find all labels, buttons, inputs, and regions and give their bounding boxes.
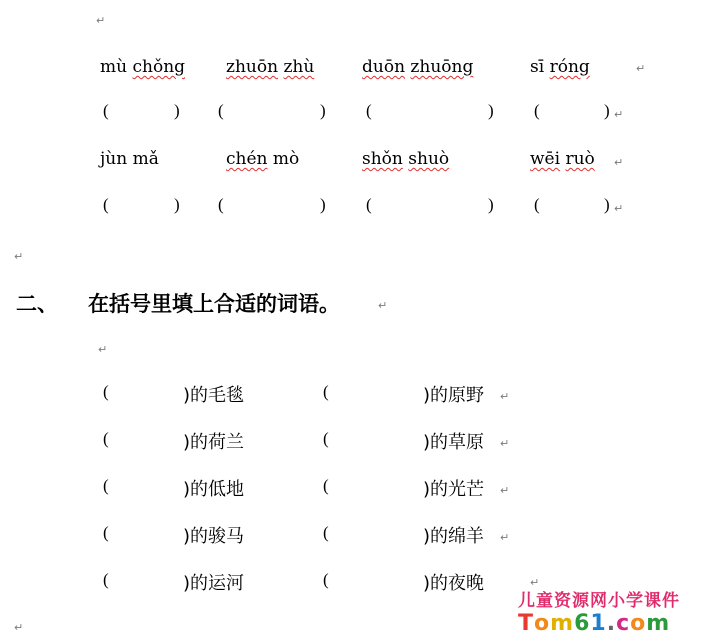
watermark-text: 儿童资源网小学课件: [518, 591, 680, 611]
phrase-right: )的原野: [423, 385, 485, 406]
answer-paren-open: (: [323, 570, 329, 589]
pinyin-item: mù chǒng: [100, 57, 186, 77]
answer-paren-open: (: [103, 195, 109, 214]
answer-paren-open: (: [534, 101, 540, 120]
phrase-right: )的光芒: [423, 479, 485, 500]
paragraph-mark: ↵: [14, 621, 24, 634]
answer-paren-open: (: [323, 429, 329, 448]
paragraph-mark: ↵: [98, 343, 108, 356]
phrase-left: )的毛毯: [183, 385, 245, 406]
answer-paren-open: (: [323, 382, 329, 401]
answer-paren-close: ): [320, 101, 326, 120]
pinyin-item: chén mò: [226, 149, 300, 169]
section-title: 在括号里填上合适的词语。: [88, 292, 340, 316]
pinyin-item: duōn zhuōng: [362, 57, 474, 77]
paragraph-mark: ↵: [500, 390, 510, 403]
phrase-left: )的荷兰: [183, 432, 245, 453]
phrase-right: )的夜晚: [423, 573, 485, 594]
paragraph-mark: ↵: [614, 202, 624, 215]
paragraph-mark: ↵: [14, 250, 24, 263]
watermark-letter: c: [616, 611, 631, 636]
answer-paren-open: (: [218, 195, 224, 214]
answer-paren-open: (: [534, 195, 540, 214]
answer-paren-close: ): [604, 101, 610, 120]
pinyin-item: sī róng: [530, 57, 590, 77]
phrase-left: )的运河: [183, 573, 245, 594]
watermark-letter: m: [646, 611, 671, 636]
answer-paren-open: (: [103, 382, 109, 401]
watermark-letter: o: [534, 611, 551, 636]
phrase-right: )的草原: [423, 432, 485, 453]
answer-paren-close: ): [488, 195, 494, 214]
pinyin-item: jùn mǎ: [100, 149, 159, 169]
paragraph-mark: ↵: [96, 14, 106, 27]
watermark-letter: 1: [590, 611, 607, 636]
answer-paren-open: (: [218, 101, 224, 120]
answer-paren-open: (: [103, 523, 109, 542]
answer-paren-open: (: [103, 476, 109, 495]
pinyin-item: zhuōn zhù: [226, 57, 315, 77]
answer-paren-close: ): [174, 101, 180, 120]
paragraph-mark: ↵: [530, 576, 540, 589]
answer-paren-open: (: [323, 523, 329, 542]
watermark-letter: T: [518, 611, 535, 636]
paragraph-mark: ↵: [500, 531, 510, 544]
pinyin-item: shǒn shuò: [362, 149, 450, 169]
answer-paren-open: (: [323, 476, 329, 495]
paragraph-mark: ↵: [614, 108, 624, 121]
pinyin-item: wēi ruò: [530, 149, 595, 169]
answer-paren-open: (: [103, 570, 109, 589]
watermark-letter: 6: [574, 611, 591, 636]
watermark-letter: .: [606, 611, 617, 636]
paragraph-mark: ↵: [378, 299, 388, 312]
watermark-letter: o: [630, 611, 647, 636]
watermark-domain: [518, 611, 680, 636]
phrase-left: )的低地: [183, 479, 245, 500]
paragraph-mark: ↵: [636, 62, 646, 75]
answer-paren-close: ): [320, 195, 326, 214]
answer-paren-close: ): [488, 101, 494, 120]
paragraph-mark: ↵: [500, 437, 510, 450]
answer-paren-open: (: [103, 101, 109, 120]
paragraph-mark: ↵: [500, 484, 510, 497]
watermark-letter: m: [550, 611, 575, 636]
answer-paren-open: (: [103, 429, 109, 448]
answer-paren-open: (: [366, 101, 372, 120]
section-number: 二、: [16, 292, 58, 316]
answer-paren-close: ): [174, 195, 180, 214]
answer-paren-close: ): [604, 195, 610, 214]
phrase-right: )的绵羊: [423, 526, 485, 547]
answer-paren-open: (: [366, 195, 372, 214]
phrase-left: )的骏马: [183, 526, 245, 547]
watermark-logo: [518, 586, 680, 636]
paragraph-mark: ↵: [614, 156, 624, 169]
